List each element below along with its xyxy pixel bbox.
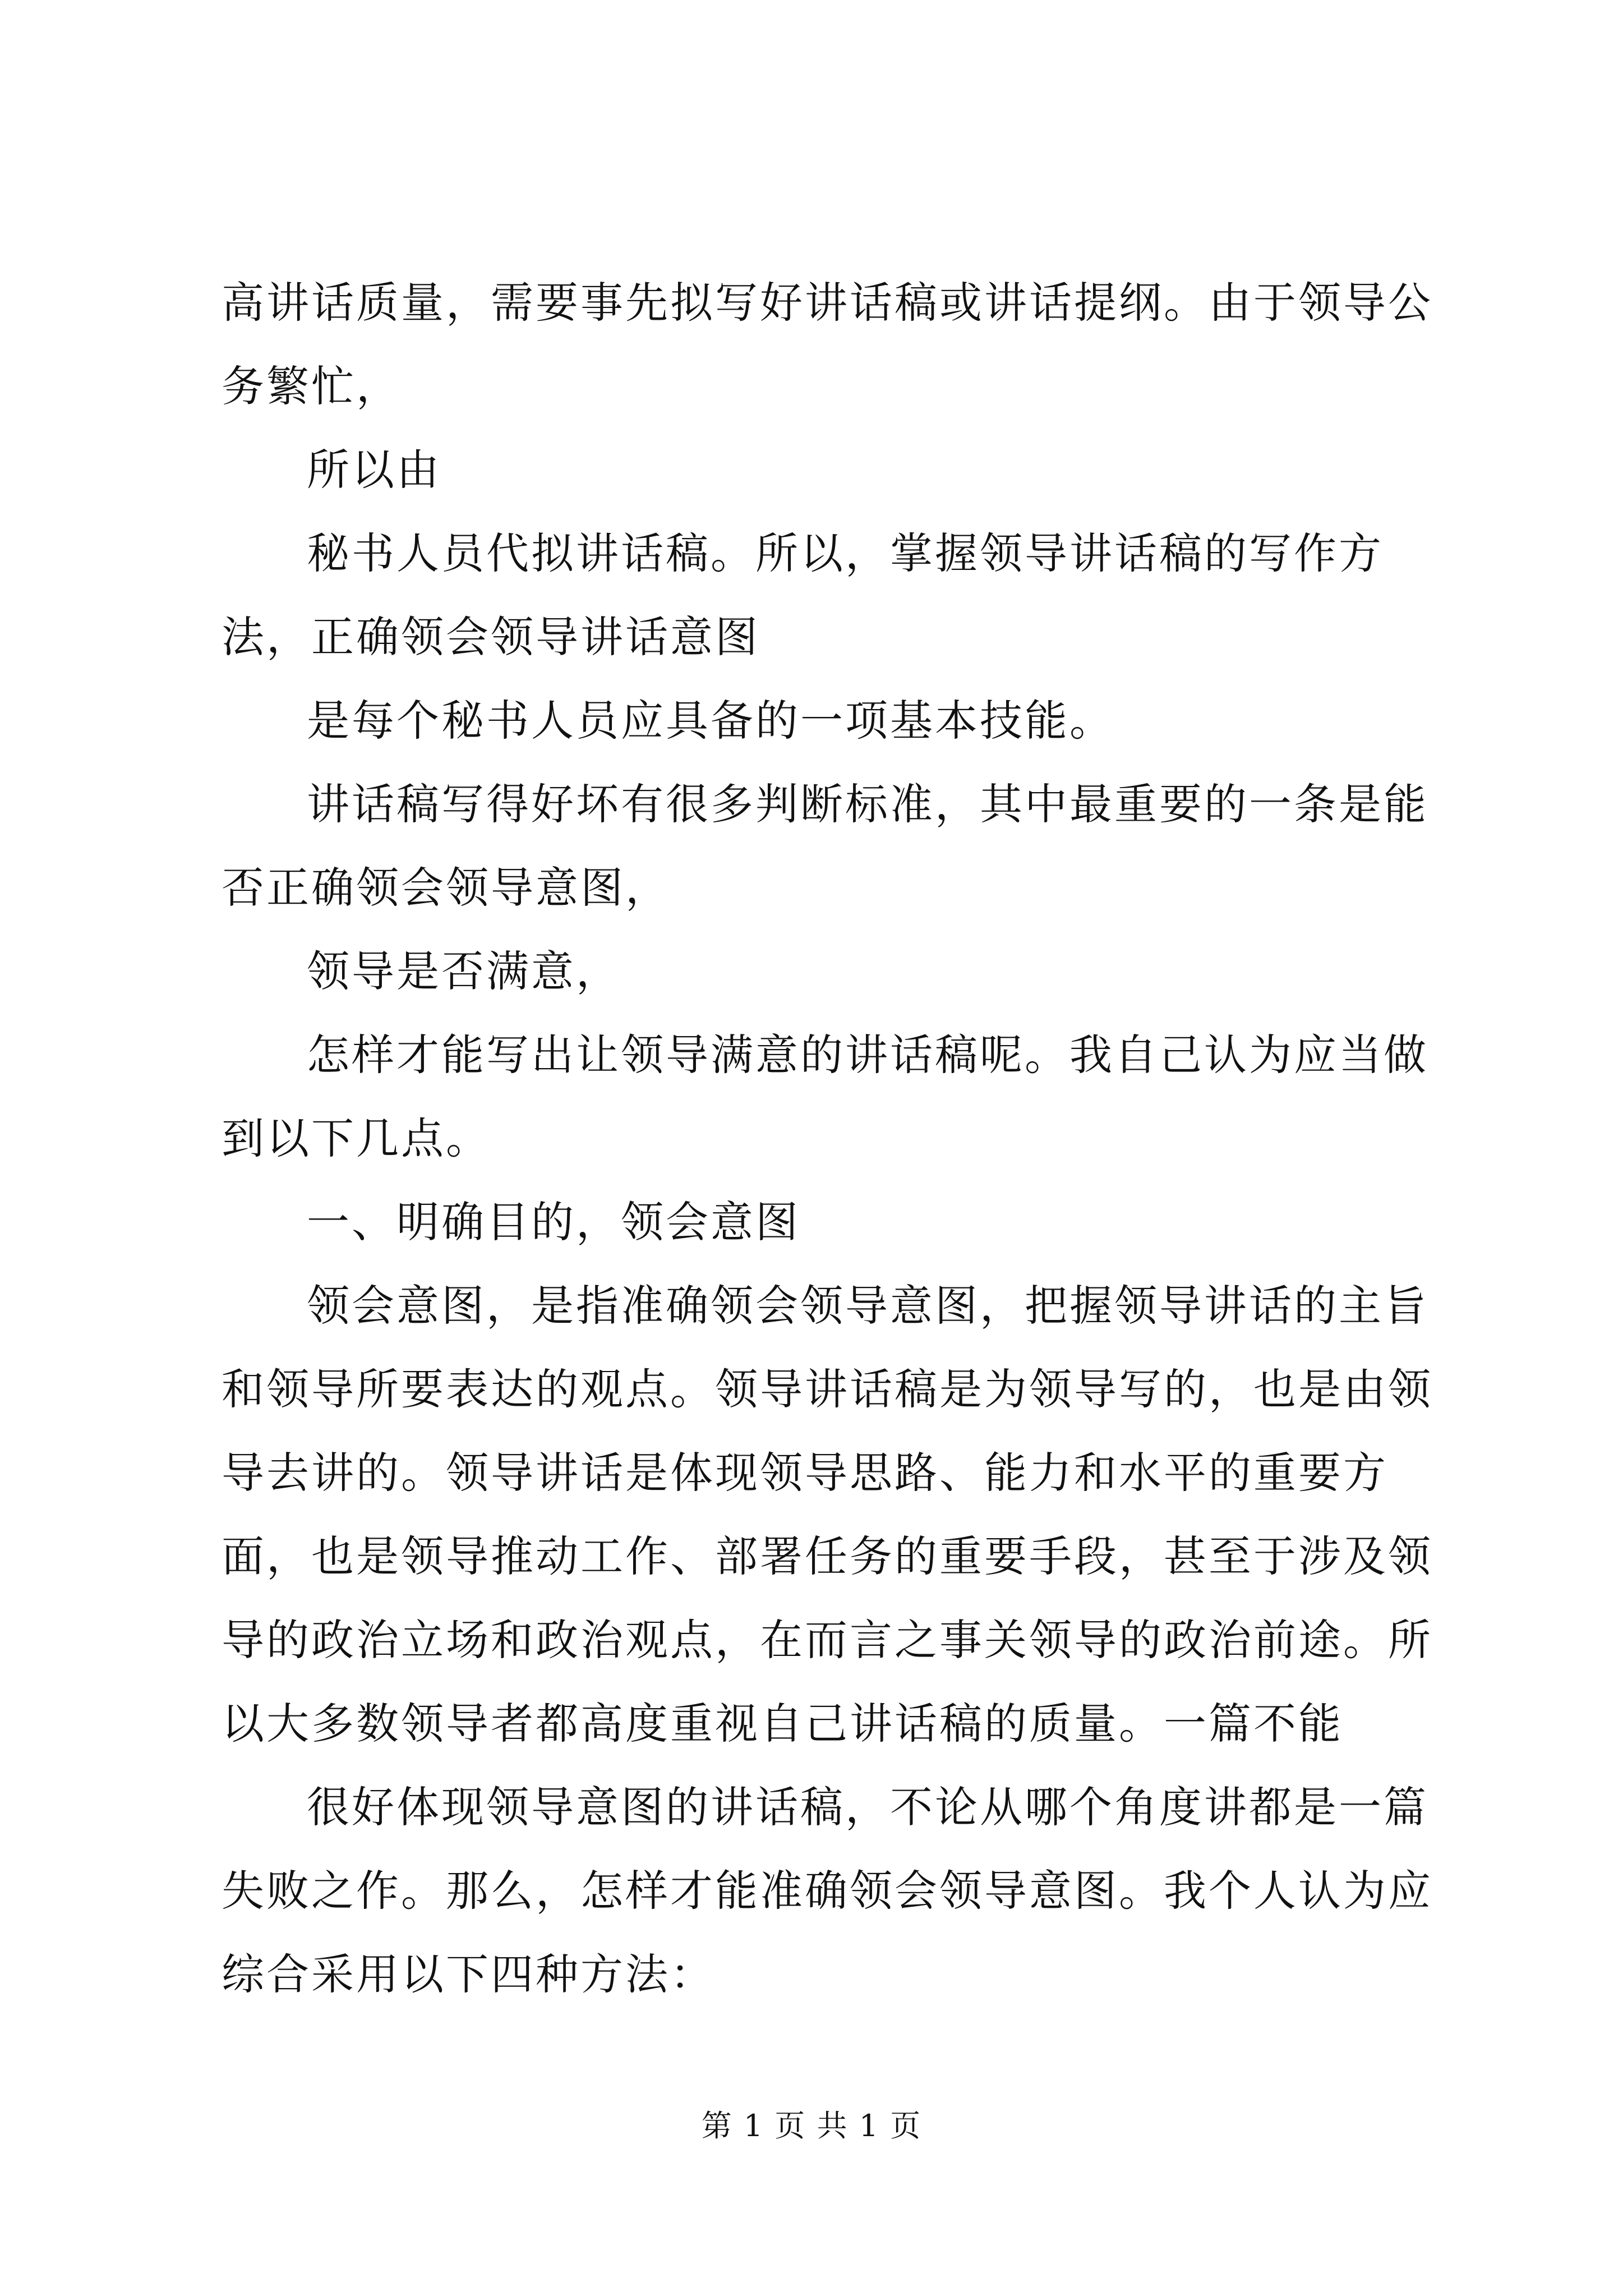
paragraph-9: 领会意图，是指准确领会领导意图，把握领导讲话的主旨和领导所要表达的观点。领导讲话稿是为领导写的，也是由领导去讲的。领导讲话是体现领导思路、能力和水平的重要方面，也是领导推动工作、部署任务的重要手段，甚至于涉及领导的政治立场和政治观点，在而言之事关领导的政治前途。所以大多数领导者都高度重视自己讲话稿的质量。一篇不能 <box>222 1281 1433 1749</box>
paragraph-7: 怎样才能写出让领导满意的讲话稿呢。我自己认为应当做到以下几点。 <box>222 1030 1428 1163</box>
paragraph-6: 领导是否满意， <box>307 946 621 996</box>
document-body <box>222 261 1438 2016</box>
paragraph-2: 所以由 <box>307 445 441 495</box>
paragraph-10: 很好体现领导意图的讲话稿，不论从哪个角度讲都是一篇失败之作。那么，怎样才能准确领会领导意图。我个人认为应综合采用以下四种方法： <box>222 1782 1433 1999</box>
paragraph-4: 是每个秘书人员应具备的一项基本技能。 <box>307 696 1114 746</box>
paragraph-5: 讲话稿写得好坏有很多判断标准，其中最重要的一条是能否正确领会领导意图， <box>222 779 1428 913</box>
page-number-footer: 第 1 页 共 1 页 <box>701 2108 922 2143</box>
section-heading: 一、明确目的，领会意图 <box>307 1197 800 1247</box>
paragraph-1: 高讲话质量，需要事先拟写好讲话稿或讲话提纲。由于领导公务繁忙， <box>222 278 1433 411</box>
paragraph-3: 秘书人员代拟讲话稿。所以，掌握领导讲话稿的写作方法，正确领会领导讲话意图 <box>222 528 1384 662</box>
